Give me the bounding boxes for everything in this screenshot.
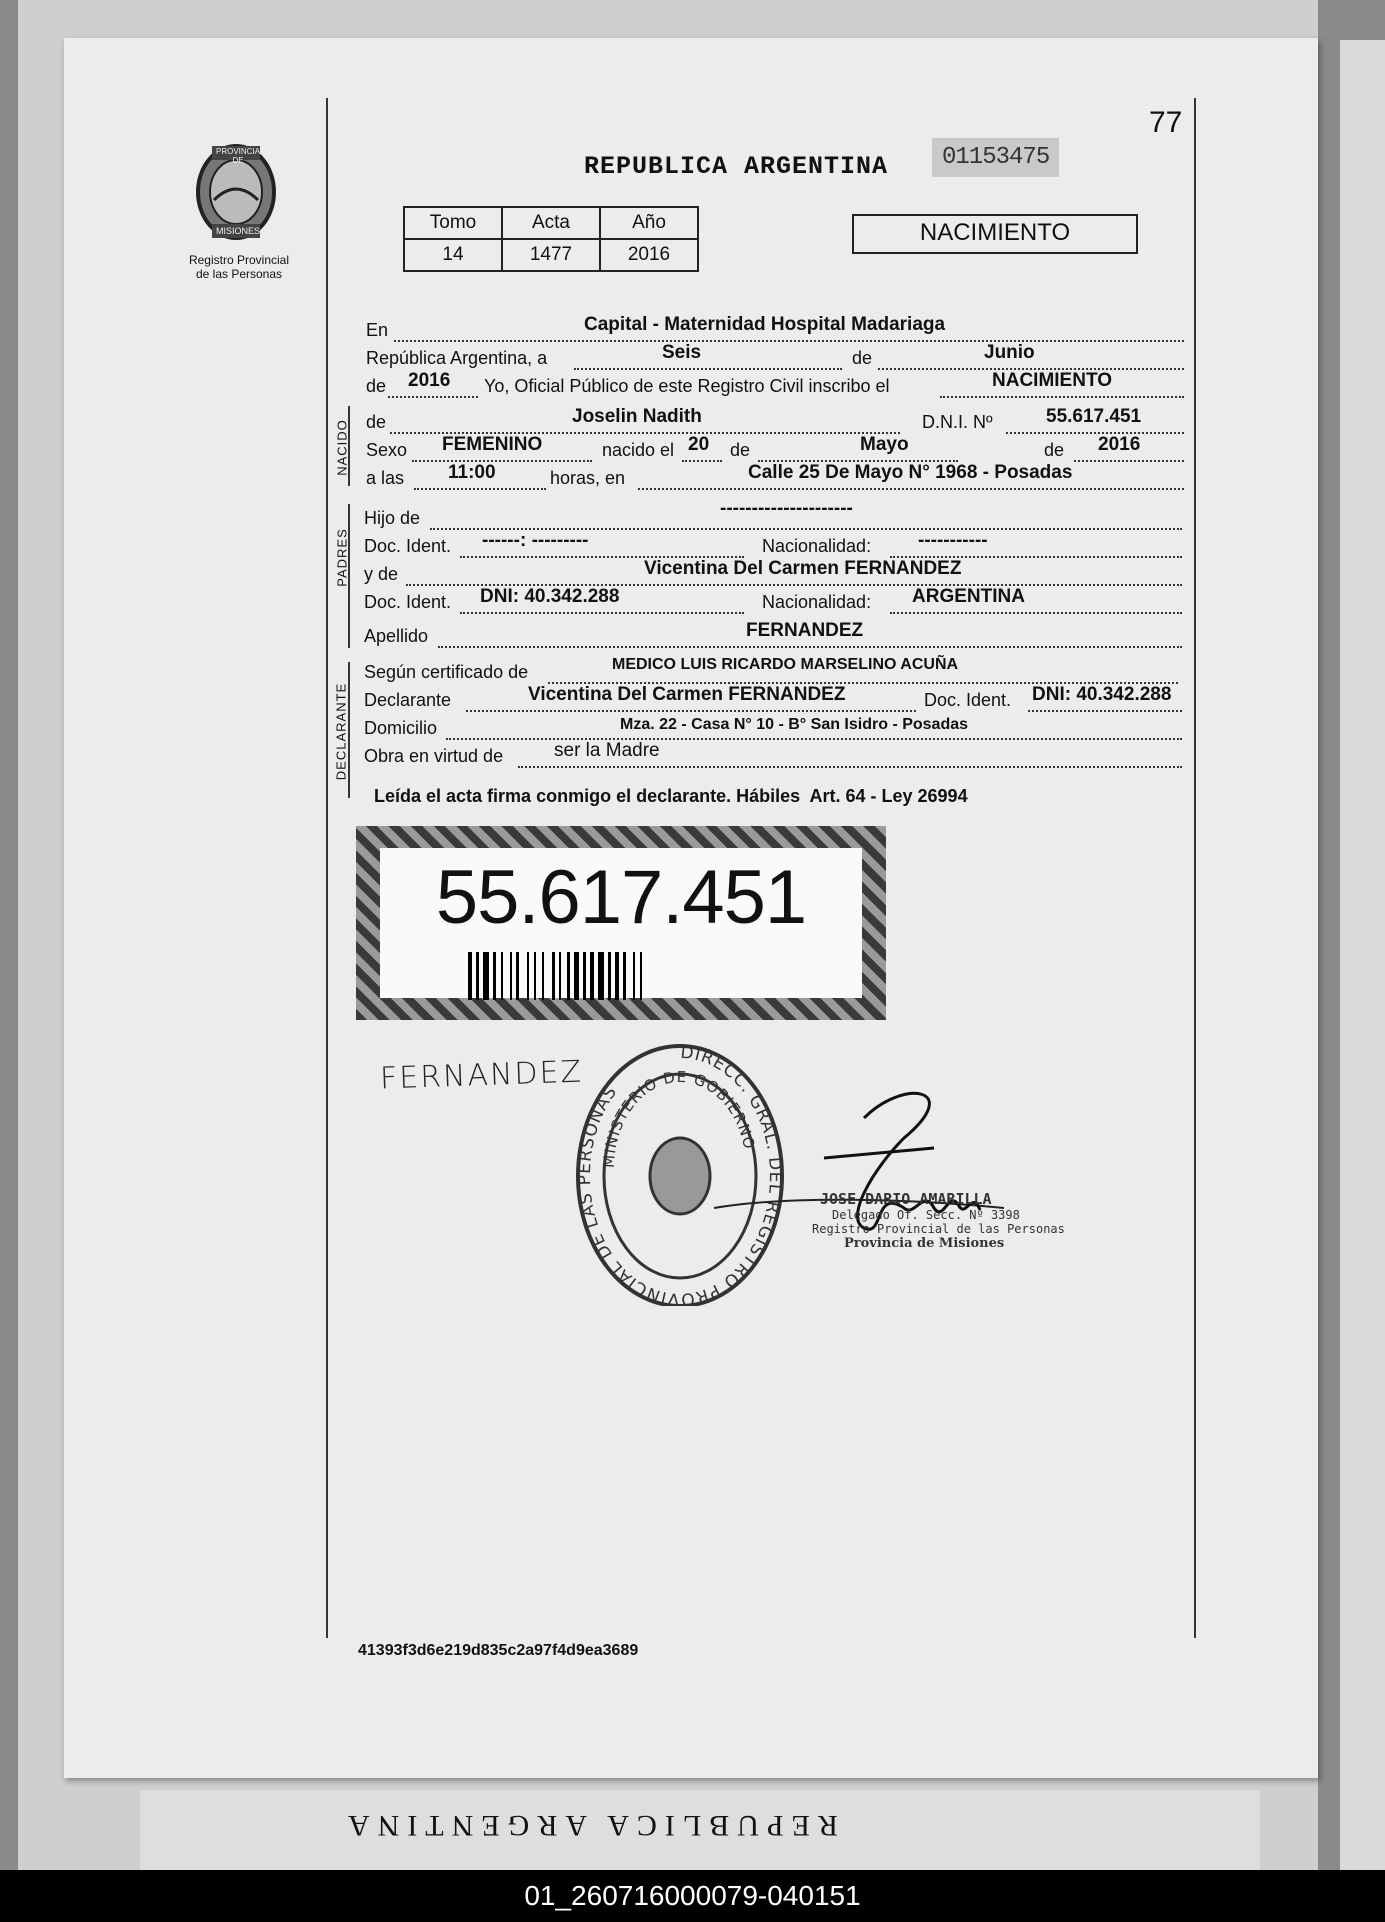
seal-caption-line2: de las Personas: [195, 267, 283, 281]
declarante-label: DECLARANTE: [333, 682, 349, 781]
time-value: 11:00: [448, 462, 496, 483]
birth-month-value: Mayo: [860, 434, 909, 455]
yde-label: y de: [364, 564, 399, 584]
padres-father-row: [364, 498, 1182, 532]
seal-text-top: PROVINCIA DE: [215, 147, 260, 165]
official-name: JOSE DARIO AMARILLA: [820, 1190, 992, 1208]
cert-value: MEDICO LUIS RICARDO MARSELINO ACUÑA: [612, 656, 959, 673]
tomo-acta-table: [403, 206, 699, 272]
bottom-sheet: [140, 1790, 1260, 1870]
stamp-ring-text: DIRECC. GRAL. DEL REGISTRO PROVINCIAL DE LAS PERSONAS: [574, 1042, 786, 1306]
closing-text: Leída el acta firma conmigo el declarante. Hábiles Art. 64 - Ley 26994: [374, 786, 968, 806]
dni-label: D.N.I. Nº: [922, 412, 993, 432]
domicilio-label: Domicilio: [364, 718, 438, 738]
apellido-value: FERNANDEZ: [746, 620, 864, 641]
barcode-sticker: [356, 826, 886, 1020]
alas-label: a las: [366, 468, 405, 488]
horas-label: horas, en: [550, 468, 626, 488]
nacido-de-label: de: [366, 412, 387, 432]
obra-label: Obra en virtud de: [364, 746, 504, 766]
intro-place-row: [366, 314, 1184, 344]
birth-place-value: Calle 25 De Mayo N° 1968 - Posadas: [748, 462, 1073, 483]
nacido-label: NACIDO: [334, 419, 350, 476]
sexo-label: Sexo: [366, 440, 408, 460]
declarante-name-row: [364, 684, 1182, 714]
record-type-box: NACIMIENTO: [852, 214, 1138, 254]
cert-label: Según certificado de: [364, 662, 529, 682]
barcode-label: [380, 848, 862, 998]
birth-day-value: 20: [688, 434, 710, 455]
bottom-sheet-title: REPUBLICA ARGENTINA: [340, 1809, 838, 1842]
official-office: Registro Provincial de las Personas: [812, 1222, 1065, 1236]
official-block: [812, 1190, 1065, 1251]
padres-label: PADRES: [334, 528, 350, 587]
seal-text-bottom: MISIONES: [215, 226, 260, 236]
apellido-label: Apellido: [364, 626, 429, 646]
province-seal: [190, 138, 282, 246]
father-value: ---------------------: [720, 498, 853, 519]
de-label-2: de: [366, 376, 387, 396]
seal-caption: [174, 253, 304, 281]
padres-mother-doc-row: [364, 586, 1182, 616]
declarante-obra-row: [364, 740, 1182, 770]
place-value: Capital - Maternidad Hospital Madariaga: [584, 314, 946, 335]
padres-father-doc-row: [364, 530, 1182, 560]
table-value-acta: 1477: [502, 239, 600, 271]
mother-nat-value: ARGENTINA: [912, 586, 1025, 607]
declarante-name-value: Vicentina Del Carmen FERNANDEZ: [528, 684, 846, 705]
file-label: 01_260716000079-040151: [0, 1870, 1385, 1922]
left-margin-line: [326, 98, 328, 1638]
intro-officer-row: [366, 370, 1184, 400]
table-header-ano: Año: [600, 207, 698, 239]
right-margin-line: [1194, 98, 1196, 1638]
day-line: [574, 348, 842, 370]
nacido-name-row: [366, 406, 1184, 436]
obra-value: ser la Madre: [554, 740, 660, 761]
intro-date-row: [366, 342, 1184, 372]
declarante-domicilio-row: [364, 718, 1182, 742]
nacido-de-label-2: de: [730, 440, 751, 460]
father-doc-label: Doc. Ident.: [364, 536, 452, 556]
month-value: Junio: [984, 342, 1035, 363]
hijo-label: Hijo de: [364, 508, 421, 528]
country-title: REPUBLICA ARGENTINA: [584, 152, 889, 181]
nacido-de-label-3: de: [1044, 440, 1065, 460]
nacido-sex-row: [366, 434, 1184, 464]
day-value: Seis: [662, 342, 702, 363]
padres-mother-row: [364, 558, 1182, 588]
table-value-tomo: 14: [404, 239, 502, 271]
declarante-cert-row: [364, 656, 1182, 686]
officer-text: Yo, Oficial Público de este Registro Civil inscribo el: [484, 376, 890, 396]
declarante-doc-label: Doc. Ident.: [924, 690, 1012, 710]
declarante-name-label: Declarante: [364, 690, 452, 710]
document-hash: 41393f3d6e219d835c2a97f4d9ea3689: [358, 1642, 639, 1659]
nacido-el-label: nacido el: [602, 440, 675, 460]
seal-caption-line1: Registro Provincial: [188, 253, 290, 267]
barcode-icon: [468, 952, 778, 1000]
mother-nat-label: Nacionalidad:: [762, 592, 872, 612]
page-number: 77: [1149, 106, 1183, 139]
dni-value: 55.617.451: [1046, 406, 1142, 427]
father-nat-value: -----------: [918, 530, 988, 551]
republica-label: República Argentina, a: [366, 348, 548, 368]
barcode-number: 55.617.451: [435, 855, 807, 940]
official-role: Delegado Of. Secc. Nº 3398: [832, 1208, 1020, 1222]
en-label: En: [366, 320, 389, 340]
mother-value: Vicentina Del Carmen FERNANDEZ: [644, 558, 962, 579]
stamp-inner-text: MINISTERIO DE GOBIERNO: [599, 1067, 759, 1169]
event-value: NACIMIENTO: [992, 370, 1112, 391]
table-header-acta: Acta: [502, 207, 600, 239]
handwritten-signature: FERNANDEZ: [379, 1054, 584, 1097]
apellido-row: [364, 620, 1182, 650]
background-sheet-right: [1340, 40, 1385, 1870]
birth-year-value: 2016: [1098, 434, 1141, 455]
declarante-doc-value: DNI: 40.342.288: [1032, 684, 1172, 705]
nacido-time-row: [366, 462, 1184, 492]
birth-month-line: [758, 440, 958, 462]
domicilio-value: Mza. 22 - Casa N° 10 - B° San Isidro - Posadas: [620, 716, 969, 733]
mother-doc-value: DNI: 40.342.288: [480, 586, 620, 607]
table-value-ano: 2016: [600, 239, 698, 271]
serial-number: 01153475: [932, 138, 1059, 177]
sexo-value: FEMENINO: [442, 434, 543, 455]
name-value: Joselin Nadith: [572, 406, 702, 427]
father-nat-label: Nacionalidad:: [762, 536, 872, 556]
mother-doc-label: Doc. Ident.: [364, 592, 452, 612]
birth-certificate-page: [64, 38, 1318, 1778]
official-province: Provincia de Misiones: [844, 1236, 1005, 1251]
table-header-tomo: Tomo: [404, 207, 502, 239]
year-value: 2016: [408, 370, 451, 391]
de-label-1: de: [852, 348, 873, 368]
father-doc-value: ------: ---------: [482, 530, 589, 551]
